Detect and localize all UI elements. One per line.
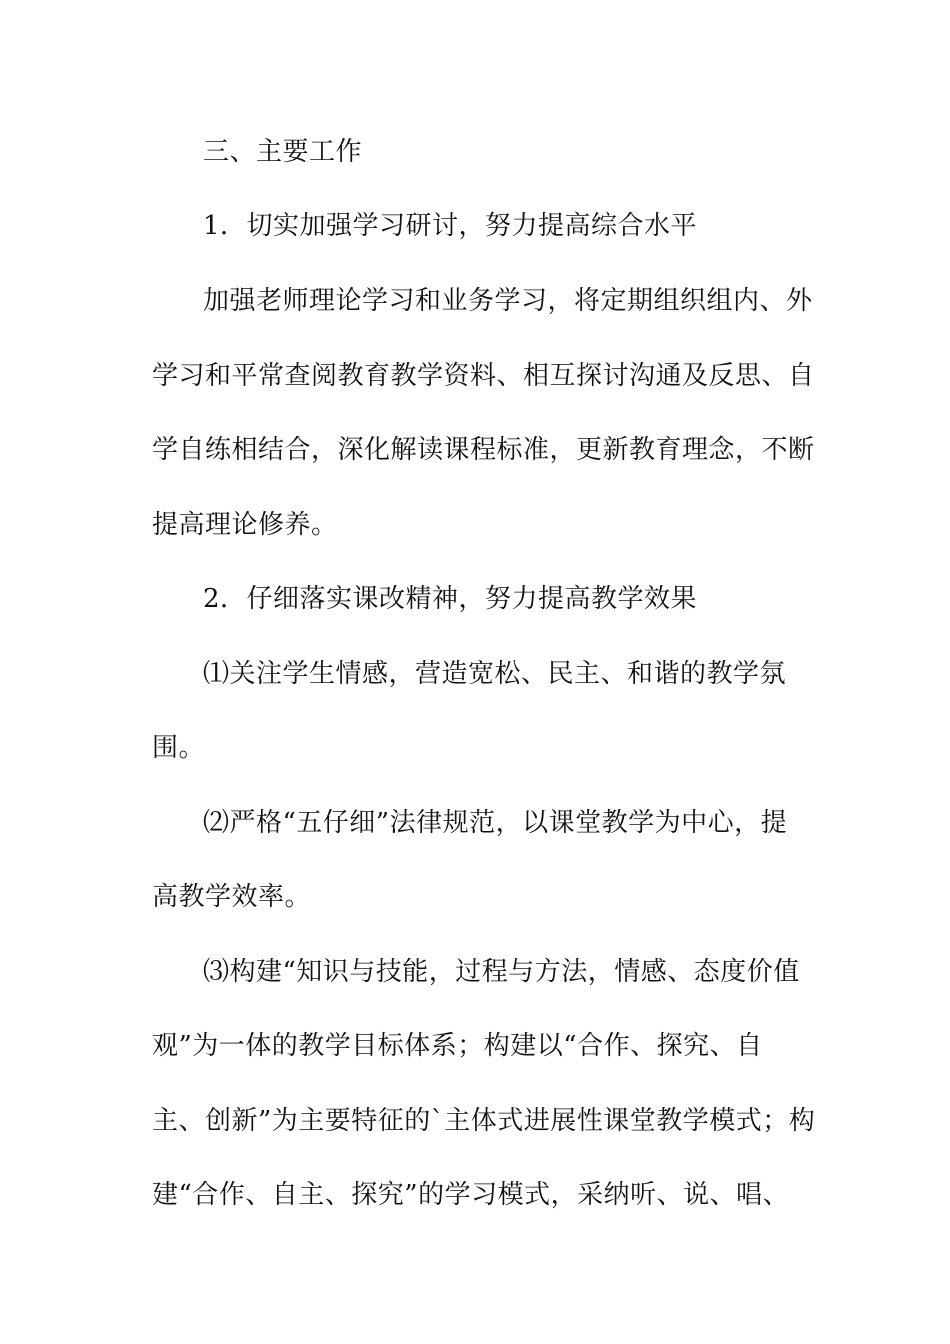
paragraph-line: 学自练相结合，深化解读课程标准，更新教育理念，不断 — [152, 435, 815, 465]
section-heading: 三、主要工作 — [203, 137, 363, 167]
paragraph-line: 学习和平常查阅教育教学资料、相互探讨沟通及反思、自 — [152, 361, 815, 391]
list-item-2-cont: 高教学效率。 — [152, 882, 312, 912]
list-item-3-cont: 建“合作、自主、探究”的学习模式，采纳听、说、唱、 — [152, 1180, 790, 1210]
subheading-2: 2．仔细落实课改精神，努力提高教学效果 — [203, 584, 698, 614]
list-item-1-cont: 围。 — [152, 733, 206, 763]
list-item-3-cont: 主、创新”为主要特征的`主体式进展性课堂教学模式；构 — [152, 1106, 816, 1136]
paragraph-line: 提高理论修养。 — [152, 510, 338, 540]
paragraph-line: 加强老师理论学习和业务学习，将定期组织组内、外 — [203, 286, 813, 316]
list-item-2: ⑵严格“五仔细”法律规范，以课堂教学为中心，提 — [203, 808, 788, 838]
subheading-1: 1．切实加强学习研讨，努力提高综合水平 — [203, 211, 698, 241]
list-item-3-cont: 观”为一体的教学目标体系；构建以“合作、探究、自 — [152, 1031, 763, 1061]
list-item-3: ⑶构建“知识与技能，过程与方法，情感、态度价值 — [203, 957, 800, 987]
list-item-1: ⑴关注学生情感，营造宽松、民主、和谐的教学氛 — [203, 659, 787, 689]
